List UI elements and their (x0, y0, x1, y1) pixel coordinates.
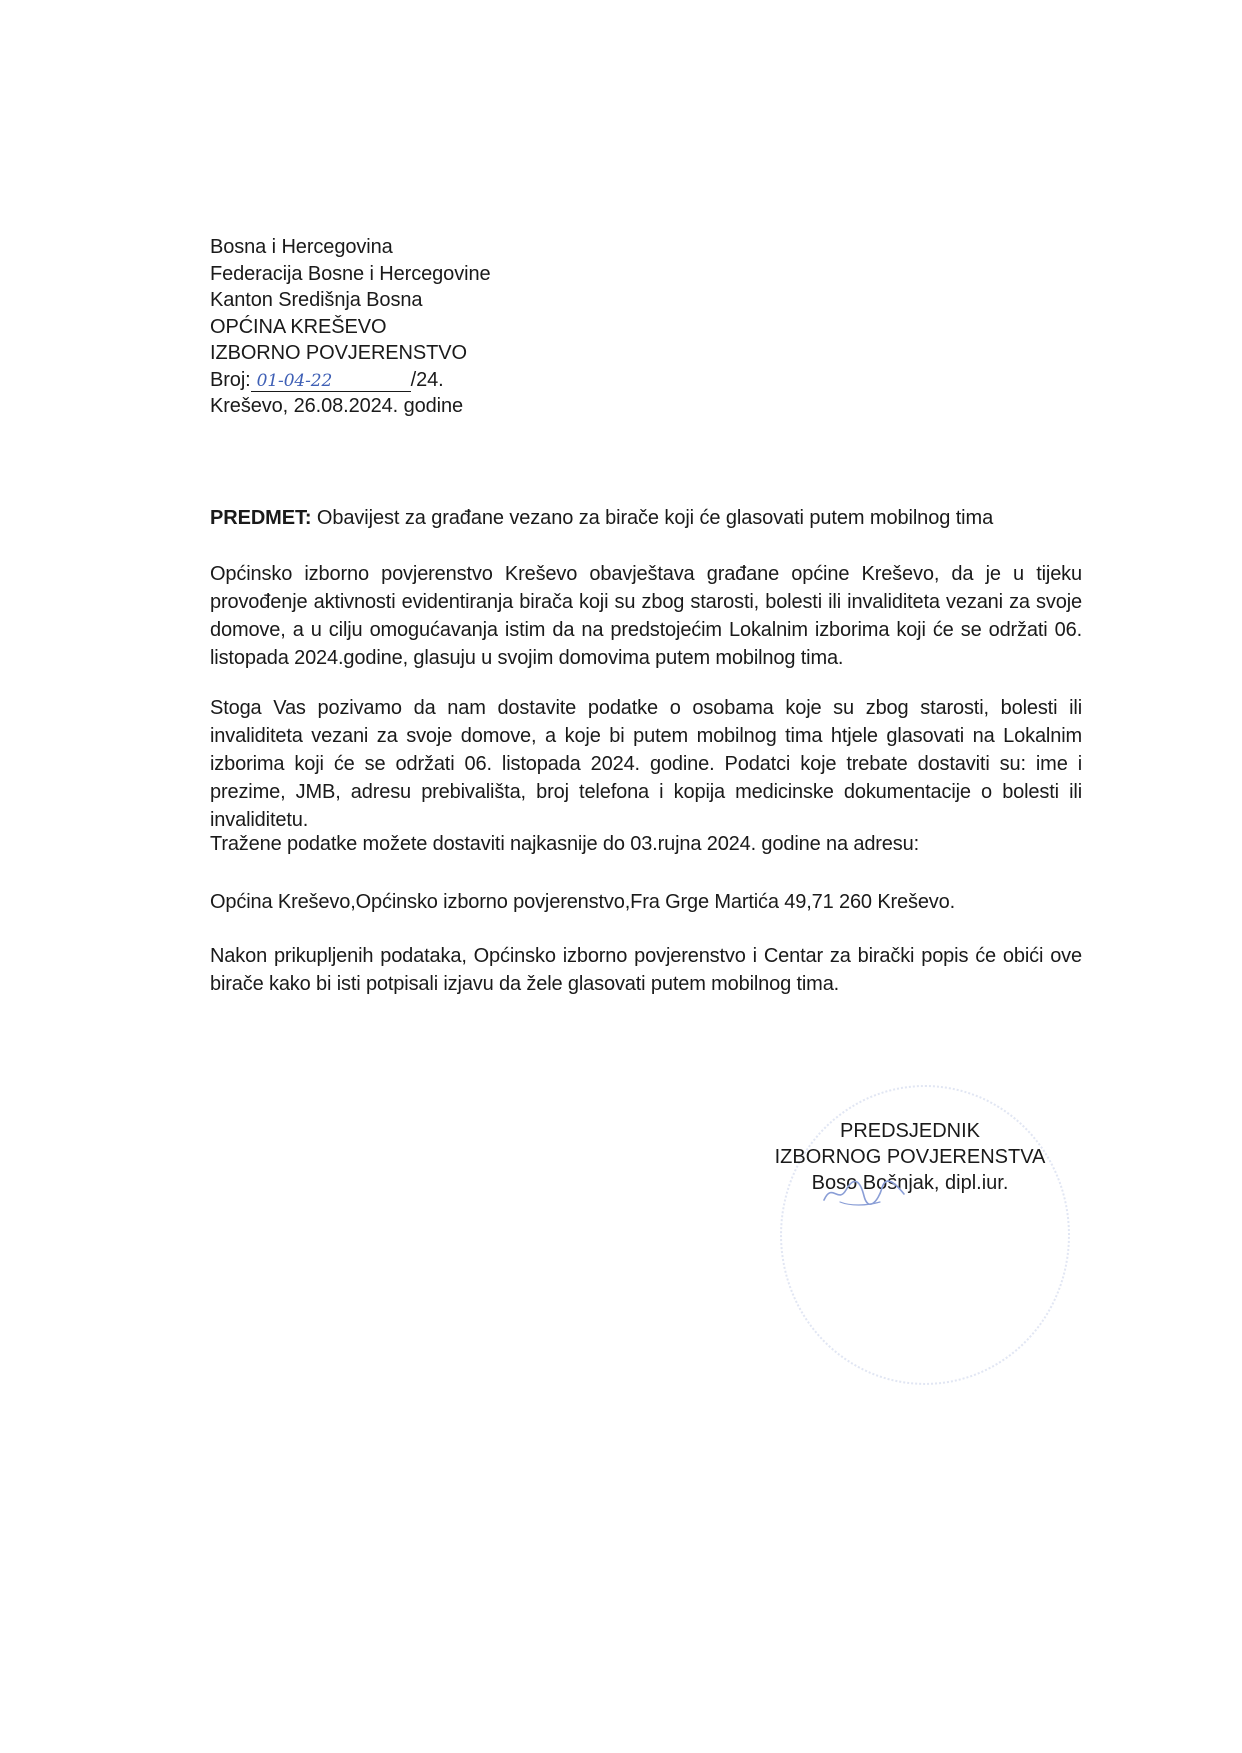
letterhead-municipality: OPĆINA KREŠEVO (210, 315, 387, 338)
document-date: Kreševo, 26.08.2024. godine (210, 395, 464, 417)
subject-text: Obavijest za građane vezano za birače koji će glasovati putem mobilnog tima (311, 507, 994, 529)
letterhead-country: Bosna i Hercegovina (210, 236, 393, 258)
reference-number (210, 367, 491, 394)
signature-title: PREDSJEDNIK (839, 1120, 981, 1142)
reference-number-suffix: /24. (410, 368, 444, 391)
signature-name: Boso Bošnjak, dipl.iur. (811, 1172, 1009, 1194)
body-paragraph-announcement: Općinsko izborno povjerenstvo Kreševo obavještava građane općine Kreševo, da je u tijeku provođenje aktivnosti evidentiranja birača koji su zbog starosti, bolesti ili invaliditeta vezani za svoje domove, a u cilju omogućavanja istim da na predstojećim Lokalnim izborima koji će se održati 06. listopada 2024.godine, glasuju u svojim domovima putem mobilnog tima. (210, 563, 1082, 669)
body-paragraph-deadline: Tražene podatke možete dostaviti najkasnije do 03.rujna 2024. godine na adresu: (210, 833, 920, 855)
body-paragraph-closing: Nakon prikupljenih podataka, Općinsko izborno povjerenstvo i Centar za birački popis će obići ove birače kako bi isti potpisali izjavu da žele glasovati putem mobilnog tima. (210, 945, 1082, 995)
handwritten-signature (820, 1172, 910, 1212)
signature-block (760, 1118, 1060, 1196)
body-paragraph-request: Stoga Vas pozivamo da nam dostavite podatke o osobama koje su zbog starosti, bolesti ili invaliditeta vezani za svoje domove, a koje bi putem mobilnog tima htjele glasovati na Lokalnim izborima koji će se održati 06. listopada 2024. godine. Podatci koje trebate dostaviti su: ime i prezime, JMB, adresu prebivališta, broj telefona i kopija medicinske dokumentacije o bolesti ili invaliditetu. (210, 697, 1082, 831)
reference-number-label: Broj: (210, 368, 251, 391)
body-paragraph-address: Općina Kreševo,Općinsko izborno povjerenstvo,Fra Grge Martića 49,71 260 Kreševo. (210, 891, 956, 913)
subject-label: PREDMET: (210, 507, 312, 529)
signature-title-body: IZBORNOG POVJERENSTVA (774, 1146, 1046, 1168)
letterhead-federation: Federacija Bosne i Hercegovine (210, 262, 491, 285)
subject-line (210, 507, 993, 530)
letterhead-canton: Kanton Središnja Bosna (210, 289, 423, 311)
letterhead (210, 234, 491, 420)
reference-number-value: 01-04-22 (251, 372, 411, 392)
letterhead-commission: IZBORNO POVJERENSTVO (210, 342, 467, 364)
